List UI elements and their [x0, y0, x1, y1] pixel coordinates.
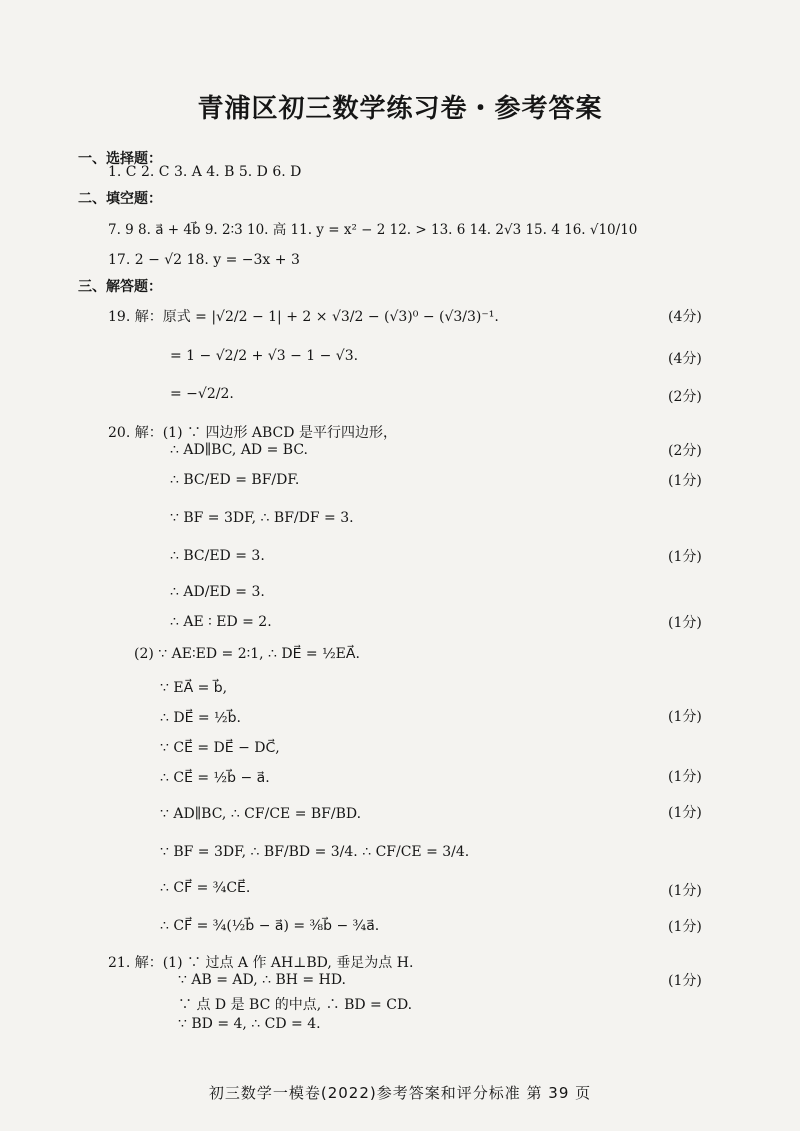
solution-line: ∵ CE⃗ = DE⃗ − DC⃗,	[160, 740, 280, 756]
section-1-heading: 一、选择题：	[78, 151, 162, 167]
solution-line: ∴ AD∥BC, AD = BC.	[170, 442, 308, 458]
solution-line: ∴ CE⃗ = ½b⃗ − a⃗.	[160, 770, 270, 786]
points-label: (1分)	[668, 615, 702, 631]
points-label: (1分)	[668, 549, 702, 565]
solution-line: ∵ AB = AD, ∴ BH = HD.	[178, 972, 346, 988]
points-label: (2分)	[668, 443, 702, 459]
solution-line: (2) ∵ AE∶ED = 2∶1, ∴ DE⃗ = ½EA⃗.	[134, 646, 360, 662]
solution-line: ∴ CF⃗ = ¾CE⃗.	[160, 880, 251, 896]
points-label: (1分)	[668, 883, 702, 899]
points-label: (1分)	[668, 919, 702, 935]
solution-line: ∵ BF = 3DF, ∴ BF/BD = 3/4. ∴ CF/CE = 3/4.	[160, 844, 470, 860]
points-label: (1分)	[668, 473, 702, 489]
solution-line: ∴ CF⃗ = ¾(½b⃗ − a⃗) = ⅜b⃗ − ¾a⃗.	[160, 918, 380, 934]
solution-line: = −√2/2.	[170, 386, 234, 402]
points-label: (1分)	[668, 709, 702, 725]
solution-line: ∴ DE⃗ = ½b⃗.	[160, 710, 241, 726]
page-footer: 初三数学一模卷(2022)参考答案和评分标准 第 39 页	[208, 1084, 592, 1102]
solution-line: ∵ EA⃗ = b⃗,	[160, 680, 228, 696]
solution-line: 20. 解：(1) ∵ 四边形 ABCD 是平行四边形，	[108, 425, 397, 441]
solution-line: ∴ AE ∶ ED = 2.	[170, 614, 272, 630]
section-2-row-1: 7. 9 8. a⃗ + 4b⃗ 9. 2∶3 10. 高 11. y = x² − 2 12. > 13. 6 14. 2√3 15. 4 16. √10/10	[108, 222, 638, 238]
solution-line: ∵ AD∥BC, ∴ CF/CE = BF/BD.	[160, 806, 362, 822]
points-label: (2分)	[668, 389, 702, 405]
solution-line: ∴ BC/ED = BF/DF.	[170, 472, 300, 488]
solution-line: ∵ BF = 3DF, ∴ BF/DF = 3.	[170, 510, 354, 526]
section-1-answers: 1. C 2. C 3. A 4. B 5. D 6. D	[108, 164, 302, 180]
section-3-heading: 三、解答题：	[78, 279, 162, 295]
solution-line: ∵ BD = 4, ∴ CD = 4.	[178, 1016, 321, 1032]
solution-line: 19. 解：原式 = |√2/2 − 1| + 2 × √3/2 − (√3)⁰ − (√3/3)⁻¹.	[108, 309, 499, 325]
solution-line: ∵ 点 D 是 BC 的中点, ∴ BD = CD.	[178, 997, 413, 1013]
section-2-heading: 二、填空题：	[78, 191, 162, 207]
solution-line: = 1 − √2/2 + √3 − 1 − √3.	[170, 348, 359, 364]
points-label: (1分)	[668, 973, 702, 989]
points-label: (4分)	[668, 309, 702, 325]
section-2-row-2: 17. 2 − √2 18. y = −3x + 3	[108, 252, 300, 268]
solution-line: 21. 解：(1) ∵ 过点 A 作 AH⊥BD, 垂足为点 H.	[108, 955, 414, 971]
points-label: (1分)	[668, 769, 702, 785]
solution-line: ∴ AD/ED = 3.	[170, 584, 265, 600]
points-label: (4分)	[668, 351, 702, 367]
points-label: (1分)	[668, 805, 702, 821]
page-title: 青浦区初三数学练习卷・参考答案	[197, 94, 603, 124]
solution-line: ∴ BC/ED = 3.	[170, 548, 265, 564]
